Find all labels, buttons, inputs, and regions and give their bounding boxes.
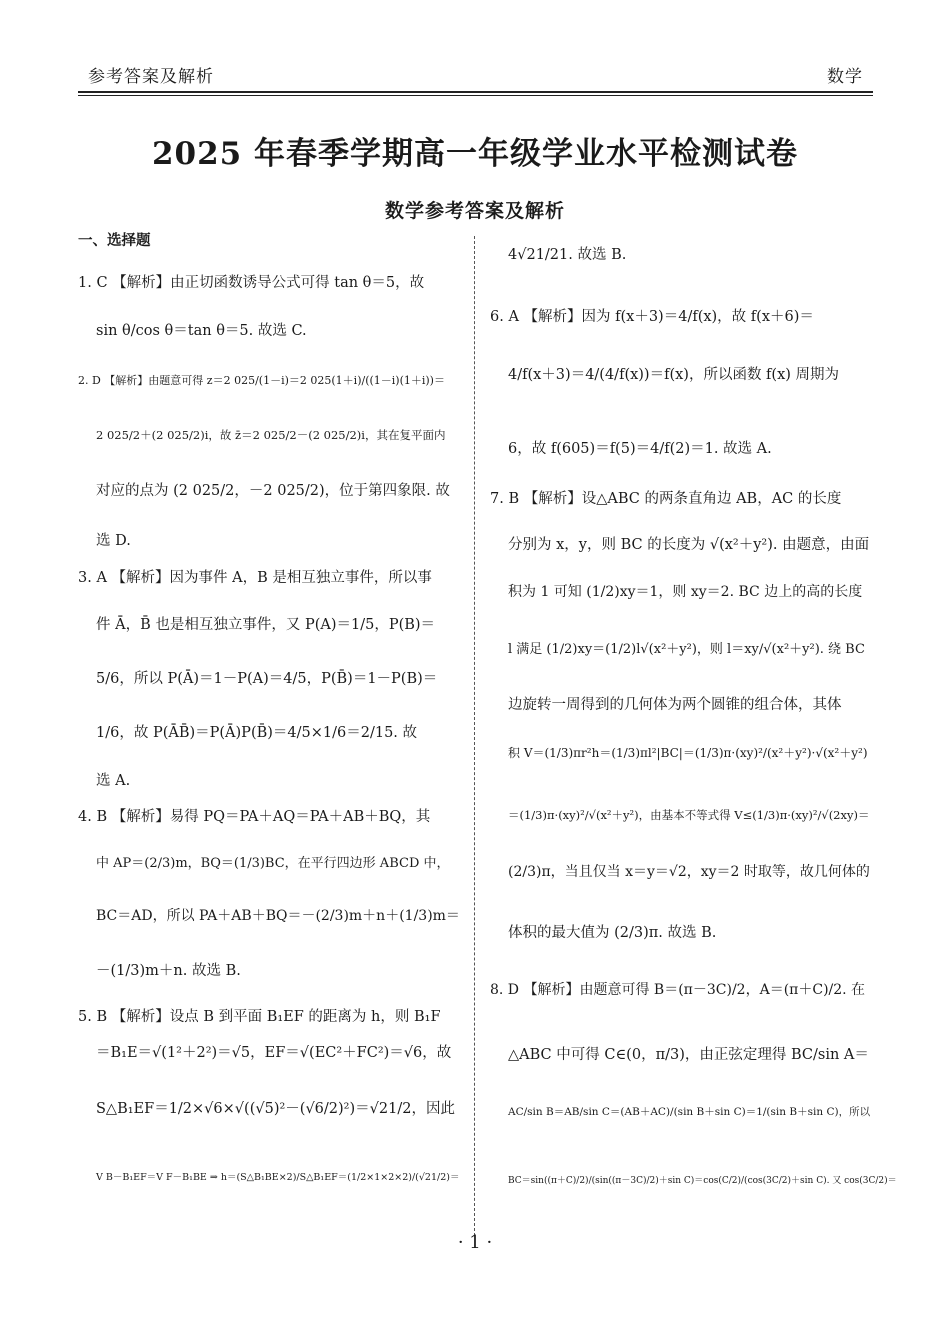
q4-line-2: 中 AP＝(2/3)m，BQ＝(1/3)BC，在平行四边形 ABCD 中， (96, 856, 450, 871)
q4-line-1: 4. B 【解析】易得 PQ＝PA＋AQ＝PA＋AB＋BQ，其 (78, 809, 431, 825)
header-rule-thin (78, 95, 873, 96)
q1-line-2: sin θ/cos θ＝tan θ＝5. 故选 C. (96, 323, 307, 339)
section-heading: 一、选择题 (78, 233, 151, 249)
page-number: · 1 · (457, 1232, 493, 1253)
q5-line-5: 4√21/21. 故选 B. (508, 247, 627, 263)
q8-line-3: AC/sin B＝AB/sin C＝(AB＋AC)/(sin B＋sin C)＝1/(sin B＋sin C)，所以 (508, 1106, 871, 1118)
q3-line-4: 1/6，故 P(ĀB̄)＝P(Ā)P(B̄)＝4/5×1/6＝2/15. 故 (96, 725, 418, 741)
q5-line-1: 5. B 【解析】设点 B 到平面 B₁EF 的距离为 h，则 B₁F (78, 1009, 441, 1025)
q5-line-3: S△B₁EF＝1/2×√6×√((√5)²－(√6/2)²)＝√21/2，因此 (96, 1101, 455, 1117)
q4-line-3: BC＝AD，所以 PA＋AB＋BQ＝－(2/3)m＋n＋(1/3)m＝ (96, 908, 460, 924)
q8-line-4: BC＝sin((π＋C)/2)/(sin((π－3C)/2)＋sin C)＝cos(C/2)/(cos(3C/2)＋sin C). 又 cos(3C/2)＝ (508, 1176, 897, 1186)
document-subtitle: 数学参考答案及解析 (384, 200, 565, 222)
q3-line-1: 3. A 【解析】因为事件 A，B 是相互独立事件，所以事 (78, 570, 432, 586)
q7-line-3: 积为 1 可知 (1/2)xy＝1，则 xy＝2. BC 边上的高的长度 (508, 584, 863, 600)
q6-line-1: 6. A 【解析】因为 f(x＋3)＝4/f(x)，故 f(x＋6)＝ (490, 309, 814, 325)
q5-line-2: ＝B₁E＝√(1²＋2²)＝√5，EF＝√(EC²＋FC²)＝√6，故 (96, 1045, 452, 1061)
q7-line-9: 体积的最大值为 (2/3)π. 故选 B. (508, 925, 717, 941)
q7-line-5: 边旋转一周得到的几何体为两个圆锥的组合体，其体 (508, 697, 842, 713)
q7-line-8: (2/3)π，当且仅当 x＝y＝√2，xy＝2 时取等，故几何体的 (508, 864, 870, 880)
q2-line-4: 选 D. (96, 533, 131, 549)
q8-line-1: 8. D 【解析】由题意可得 B＝(π－3C)/2，A＝(π＋C)/2. 在 (490, 982, 866, 998)
q7-line-7: ＝(1/3)π·(xy)²/√(x²＋y²)，由基本不等式得 V≤(1/3)π·(xy)²/√(2xy)＝ (508, 808, 870, 822)
q1-line-1: 1. C 【解析】由正切函数诱导公式可得 tan θ＝5，故 (78, 275, 425, 291)
q5-line-4: V B－B₁EF＝V F－B₁BE ⇒ h＝(S△B₁BE×2)/S△B₁EF＝(1/2×1×2×2)/(√21/2)＝ (96, 1172, 460, 1183)
header-right-text: 数学 (827, 67, 863, 87)
q2-line-2: 2 025/2＋(2 025/2)i，故 z̄＝2 025/2－(2 025/2)i，其在复平面内 (96, 428, 446, 442)
header-rule-thick (78, 91, 873, 93)
q6-line-3: 6，故 f(605)＝f(5)＝4/f(2)＝1. 故选 A. (508, 441, 772, 457)
q3-line-5: 选 A. (96, 773, 131, 789)
q4-line-4: －(1/3)m＋n. 故选 B. (96, 963, 241, 979)
header-left-text: 参考答案及解析 (88, 67, 214, 87)
q6-line-2: 4/f(x＋3)＝4/(4/f(x))＝f(x)，所以函数 f(x) 周期为 (508, 367, 840, 383)
q7-line-1: 7. B 【解析】设△ABC 的两条直角边 AB，AC 的长度 (490, 491, 842, 507)
q7-line-2: 分别为 x，y，则 BC 的长度为 √(x²＋y²). 由题意，由面 (508, 537, 870, 553)
column-divider (474, 236, 475, 1236)
page-header (78, 58, 873, 90)
q7-line-6: 积 V＝(1/3)πr²h＝(1/3)πl²|BC|＝(1/3)π·(xy)²/(x²＋y²)·√(x²＋y²) (508, 746, 868, 760)
q3-line-3: 5/6，所以 P(Ā)＝1－P(A)＝4/5，P(B̄)＝1－P(B)＝ (96, 671, 438, 687)
q2-line-3: 对应的点为 (2 025/2，－2 025/2)，位于第四象限. 故 (96, 483, 450, 499)
q7-line-4: l 满足 (1/2)xy＝(1/2)l√(x²＋y²)，则 l＝xy/√(x²＋y²). 绕 BC (508, 642, 865, 657)
q3-line-2: 件 Ā，B̄ 也是相互独立事件，又 P(A)＝1/5，P(B)＝ (96, 617, 436, 633)
q2-line-1: 2. D 【解析】由题意可得 z＝2 025/(1－i)＝2 025(1＋i)/((1－i)(1＋i))＝ (78, 374, 445, 387)
q8-line-2: △ABC 中可得 C∈(0，π/3)，由正弦定理得 BC/sin A＝ (508, 1047, 869, 1063)
document-title: 2025 年春季学期高一年级学业水平检测试卷 (151, 136, 799, 172)
